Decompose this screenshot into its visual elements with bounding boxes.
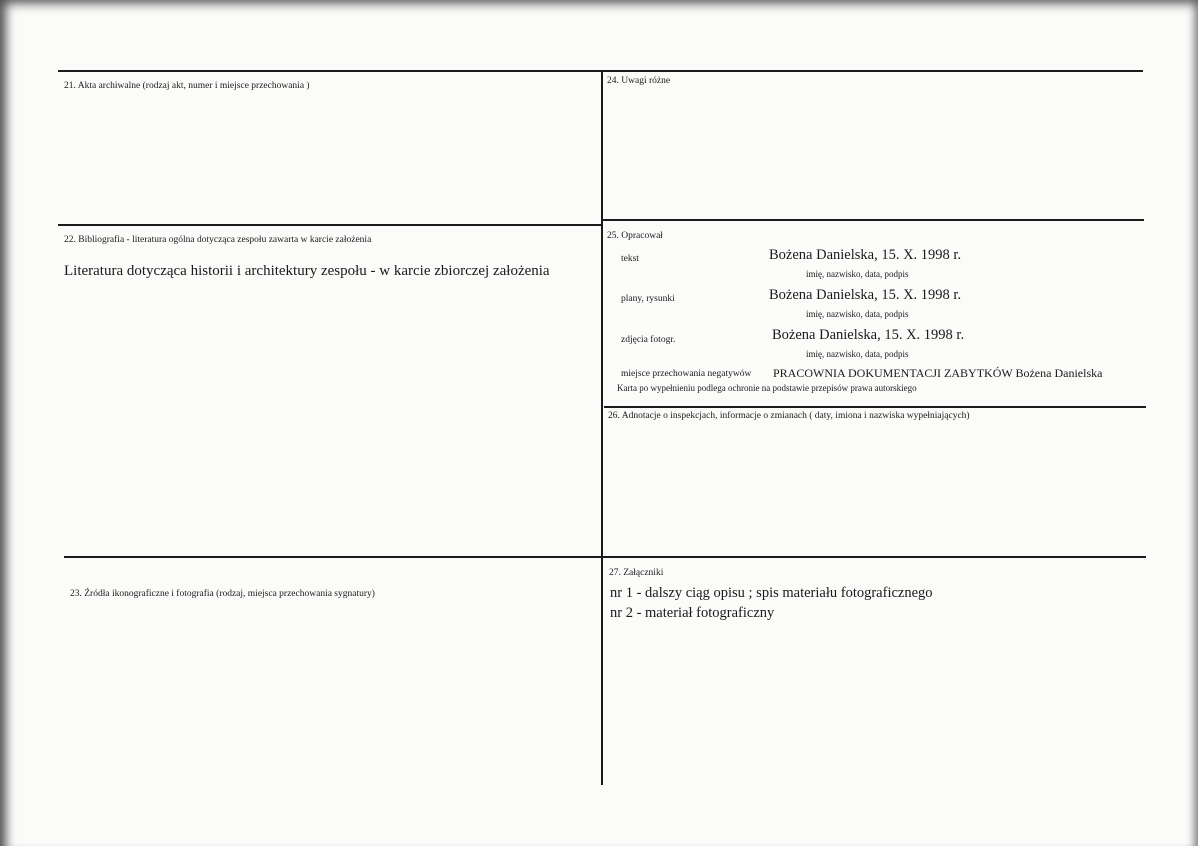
rule-left-21-22 <box>58 224 602 226</box>
field-25-label: 25. Opracował <box>607 231 663 241</box>
field-25-copyright-note: Karta po wypełnieniu podlega ochronie na podstawie przepisów prawa autorskiego <box>617 383 917 393</box>
field-22-label: 22. Bibliografia - literatura ogólna dotycząca zespołu zawarta w karcie założenia <box>64 235 372 245</box>
field-26-label: 26. Adnotacje o inspekcjach, informacje o zmianach ( daty, imiona i nazwiska wypełniających) <box>608 411 970 421</box>
rule-right-25-26 <box>604 406 1146 408</box>
field-25-row-key: plany, rysunki <box>621 294 675 304</box>
field-21-label: 21. Akta archiwalne (rodzaj akt, numer i miejsce przechowania ) <box>64 81 310 91</box>
field-27-item: nr 2 - materiał fotograficzny <box>610 605 775 621</box>
field-25-row-key: tekst <box>621 254 639 264</box>
field-25-negatives-label: miejsce przechowania negatywów <box>621 369 752 379</box>
field-22-value: Literatura dotycząca historii i architektury zespołu - w karcie zbiorczej założenia <box>64 263 550 279</box>
rule-center <box>601 70 603 785</box>
field-23-label: 23. Źródła ikonograficzne i fotografia (rodzaj, miejsca przechowania sygnatury) <box>70 589 375 599</box>
field-25-row-key: zdjęcia fotogr. <box>621 335 676 345</box>
field-25-row-value: Bożena Danielska, 15. X. 1998 r. <box>769 287 962 303</box>
field-25-row-value: Bożena Danielska, 15. X. 1998 r. <box>769 247 962 263</box>
field-24-label: 24. Uwagi różne <box>607 76 671 86</box>
field-25-row-caption: imię, nazwisko, data, podpis <box>806 349 909 359</box>
field-25-row-caption: imię, nazwisko, data, podpis <box>806 269 909 279</box>
field-25-row-caption: imię, nazwisko, data, podpis <box>806 309 909 319</box>
rule-right-24-25 <box>602 219 1144 221</box>
field-25-row-value: Bożena Danielska, 15. X. 1998 r. <box>772 327 965 343</box>
field-27-label: 27. Załączniki <box>609 568 664 578</box>
rule-middle <box>64 556 1146 558</box>
field-27-item: nr 1 - dalszy ciąg opisu ; spis materiału fotograficznego <box>610 585 933 601</box>
field-25-negatives-value: PRACOWNIA DOKUMENTACJI ZABYTKÓW Bożena Danielska <box>773 366 1103 380</box>
